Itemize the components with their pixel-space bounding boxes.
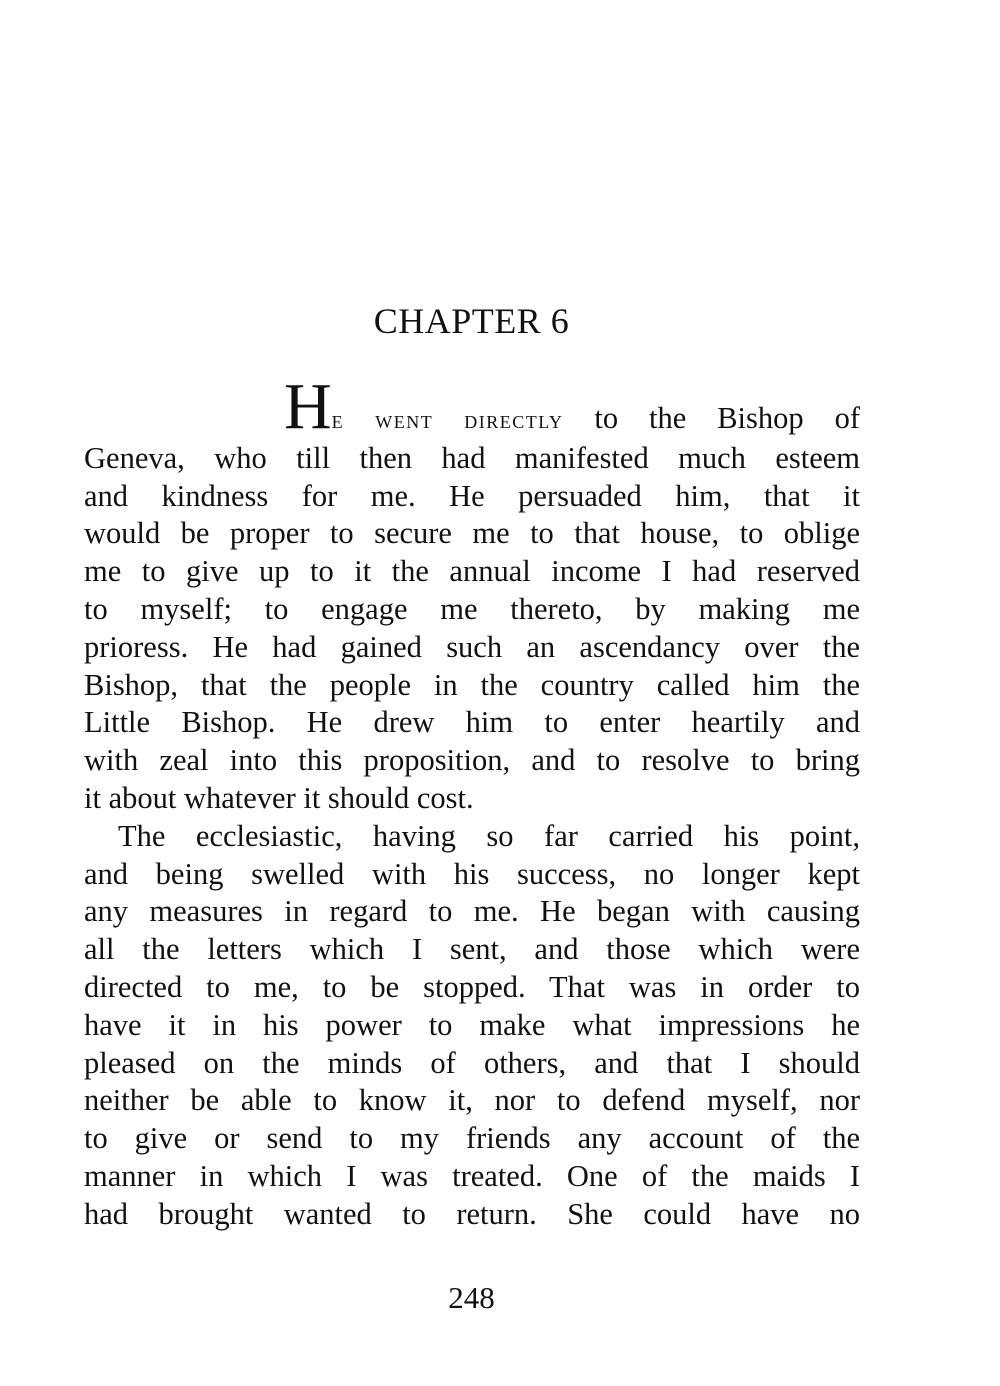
text-line: would be proper to secure me to that house, to oblige bbox=[84, 516, 860, 551]
text-line: Bishop, that the people in the country called him the bbox=[84, 667, 860, 702]
text-line: and kindness for me. He persuaded him, that it bbox=[84, 478, 860, 513]
text-line: and being swelled with his success, no longer kept bbox=[84, 856, 860, 891]
text-line: have it in his power to make what impressions he bbox=[84, 1007, 860, 1042]
body-text bbox=[84, 370, 860, 1234]
drop-cap: H bbox=[284, 370, 332, 443]
paragraph-1-first-line bbox=[84, 370, 860, 443]
text-line: manner in which I was treated. One of the maids I bbox=[84, 1158, 860, 1193]
text-line: had brought wanted to return. She could have no bbox=[84, 1196, 860, 1231]
text-line: to give or send to my friends any account of the bbox=[84, 1121, 860, 1156]
text-line: to myself; to engage me thereto, by making me bbox=[84, 591, 860, 626]
text-line: neither be able to know it, nor to defend myself, nor bbox=[84, 1083, 860, 1118]
small-caps-opening: e went directly bbox=[331, 407, 564, 434]
text-line: to the Bishop of bbox=[594, 401, 860, 435]
text-line: prioress. He had gained such an ascendancy over the bbox=[84, 629, 860, 664]
text-line: it about whatever it should cost. bbox=[84, 780, 474, 815]
text-line: me to give up to it the annual income I had reserved bbox=[84, 554, 860, 589]
text-line: all the letters which I sent, and those which were bbox=[84, 932, 860, 967]
chapter-title: CHAPTER 6 bbox=[373, 301, 570, 341]
text-line: directed to me, to be stopped. That was in order to bbox=[84, 969, 860, 1004]
text-line: with zeal into this proposition, and to resolve to bring bbox=[84, 743, 860, 778]
text-line: any measures in regard to me. He began with causing bbox=[84, 894, 860, 929]
text-line: Little Bishop. He drew him to enter heartily and bbox=[84, 705, 860, 740]
text-line: pleased on the minds of others, and that I should bbox=[84, 1045, 860, 1080]
text-line: The ecclesiastic, having so far carried his point, bbox=[118, 818, 860, 853]
page-number: 248 bbox=[448, 1280, 495, 1315]
text-line: Geneva, who till then had manifested much esteem bbox=[84, 440, 860, 475]
